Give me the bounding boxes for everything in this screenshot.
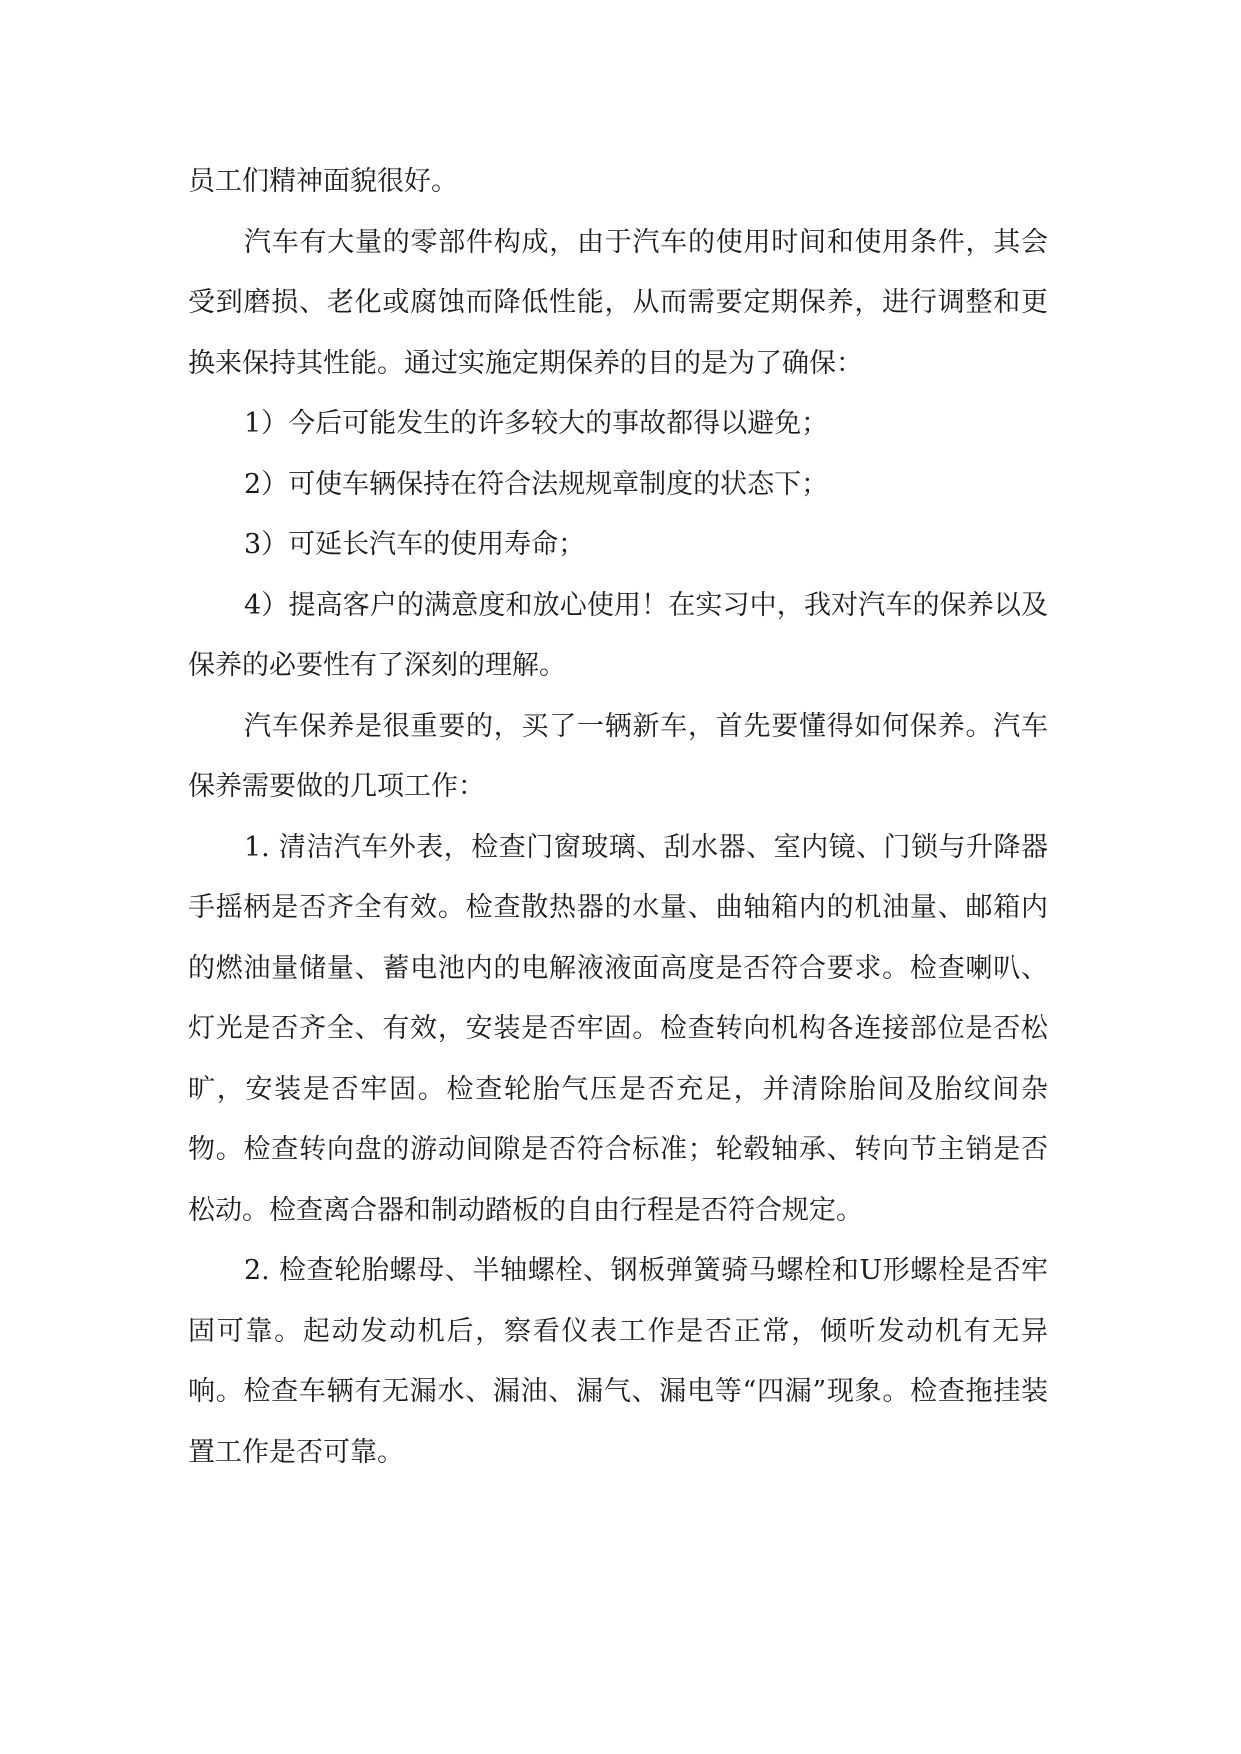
list-item-4: 4）提高客户的满意度和放心使用！在实习中，我对汽车的保养以及保养的必要性有了深刻的理解。 [188,589,1048,681]
paragraph-maintenance-purpose: 汽车有大量的零部件构成，由于汽车的使用时间和使用条件，其会受到磨损、老化或腐蚀而降低性能，从而需要定期保养，进行调整和更换来保持其性能。通过实施定期保养的目的是为了确保： [188,226,1048,379]
list-item-3: 3）可延长汽车的使用寿命； [244,529,586,560]
document-body [188,152,1048,1483]
list-item-2: 2）可使车辆保持在符合法规规章制度的状态下； [244,468,829,500]
paragraph-task-2: 2. 检查轮胎螺母、半轴螺栓、钢板弹簧骑马螺栓和U形螺栓是否牢固可靠。起动发动机后，察看仪表工作是否正常，倾听发动机有无异响。检查车辆有无漏水、漏油、漏气、漏电等“四漏”现象。检查拖挂装置工作是否可靠。 [188,1255,1048,1468]
paragraph-maintenance-importance: 汽车保养是很重要的，买了一辆新车，首先要懂得如何保养。汽车保养需要做的几项工作： [188,710,1048,802]
list-item-1: 1）今后可能发生的许多较大的事故都得以避免； [244,408,829,439]
paragraph-staff-morale: 员工们精神面貌很好。 [188,166,458,197]
paragraph-task-1: 1. 清洁汽车外表，检查门窗玻璃、刮水器、室内镜、门锁与升降器手摇柄是否齐全有效。检查散热器的水量、曲轴箱内的机油量、邮箱内的燃油量储量、蓄电池内的电解液液面高度是否符合要求。检查喇叭、灯光是否齐全、有效，安装是否牢固。检查转向机构各连接部位是否松旷，安装是否牢固。检查轮胎气压是否充足，并清除胎间及胎纹间杂物。检查转向盘的游动间隙是否符合标准；轮毂轴承、转向节主销是否松动。检查离合器和制动踏板的自由行程是否符合规定。 [188,831,1048,1226]
